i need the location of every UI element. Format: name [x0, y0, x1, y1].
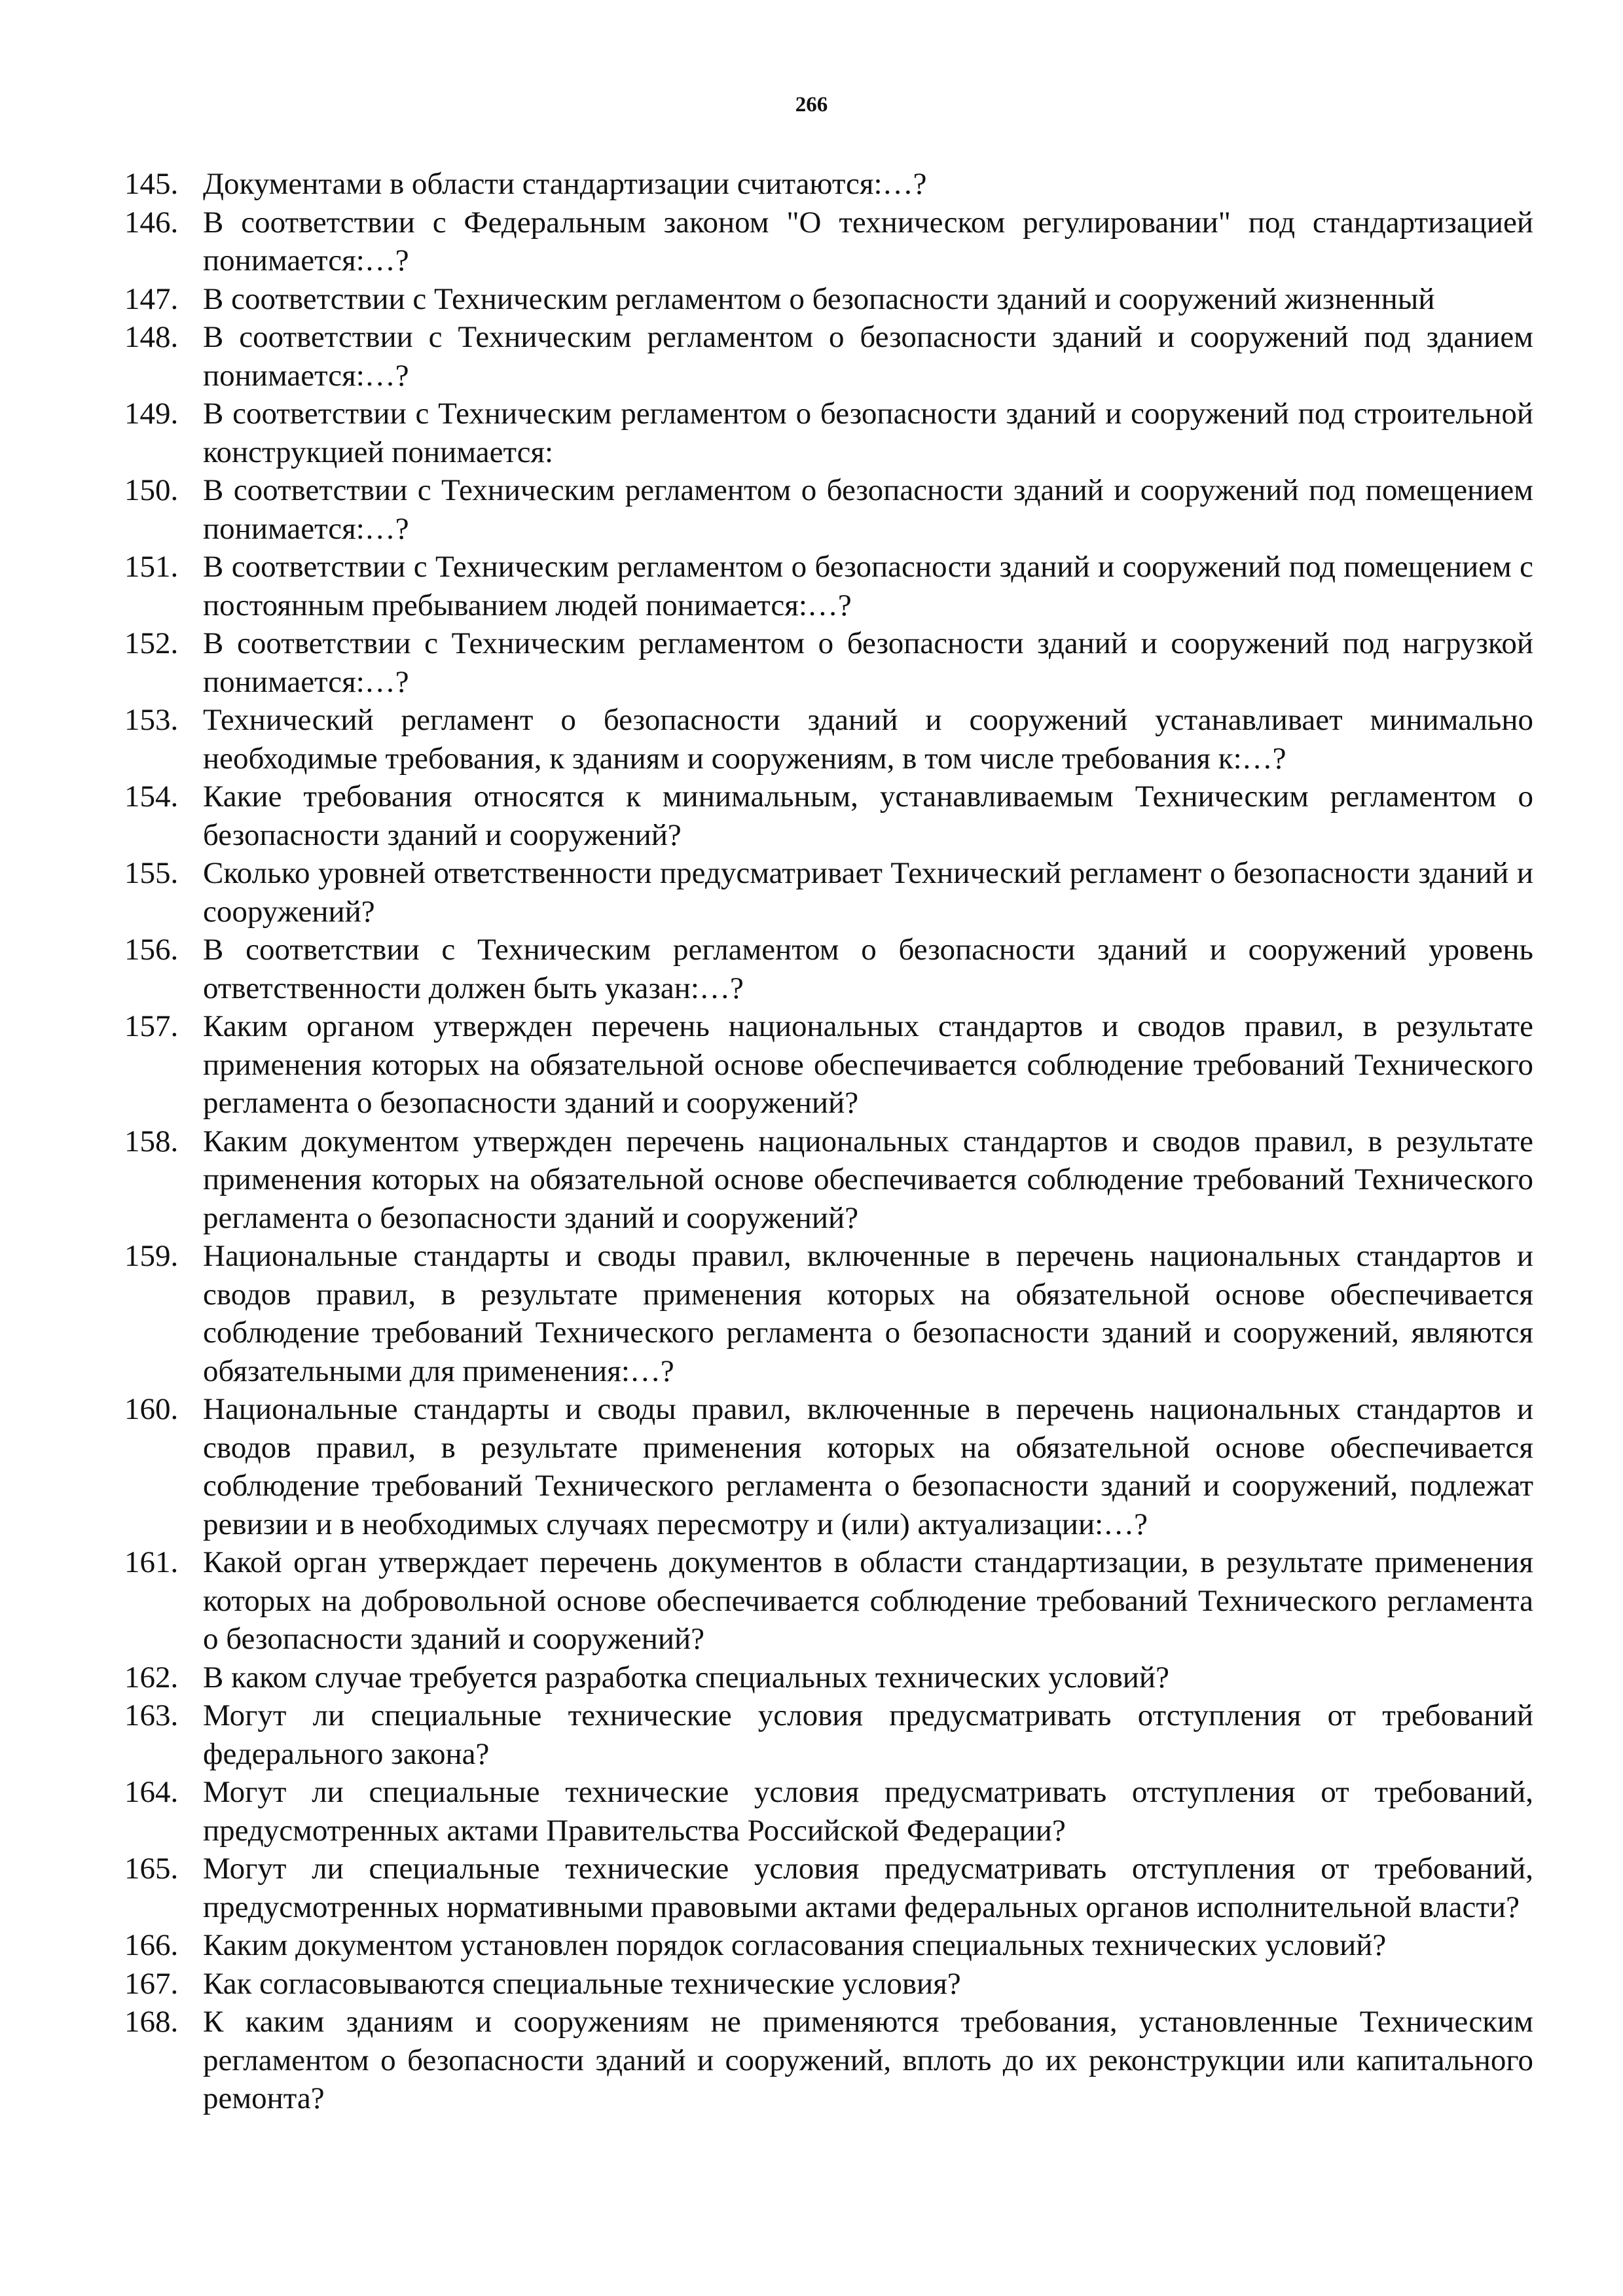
page-number: 266 — [795, 93, 828, 117]
question-item — [124, 624, 1533, 701]
question-number: 157. — [124, 1009, 179, 1043]
question-number: 168. — [124, 2005, 179, 2039]
question-text: Могут ли специальные технические условия предусматривать отступления от требований, предусмотренных нормативными правовыми актами федеральных органов исполнительной власти? — [203, 1852, 1533, 1924]
question-number: 147. — [124, 281, 179, 316]
question-text: Каким документом установлен порядок согласования специальных технических условий? — [203, 1928, 1387, 1962]
question-text: Национальные стандарты и своды правил, включенные в перечень национальных стандартов и сводов правил, в результате применения которых на обязательной основе обеспечивается соблюдение требований Технического регламента о безопасности зданий и сооружений, являются обязательными для применения:…? — [203, 1239, 1533, 1388]
question-text: Какой орган утверждает перечень документов в области стандартизации, в результате применения которых на добровольной основе обеспечивается соблюдение требований Технического регламента о безопасности зданий и сооружений? — [203, 1545, 1533, 1656]
question-number: 152. — [124, 626, 179, 660]
question-item — [124, 701, 1533, 778]
question-list — [124, 165, 1533, 2118]
question-text: Могут ли специальные технические условия предусматривать отступления от требований федерального закона? — [203, 1698, 1533, 1771]
question-item — [124, 2003, 1533, 2118]
question-number: 156. — [124, 933, 179, 967]
question-item — [124, 1122, 1533, 1238]
question-number: 145. — [124, 167, 179, 201]
question-number: 158. — [124, 1124, 179, 1158]
question-item — [124, 318, 1533, 395]
question-text: Каким документом утвержден перечень национальных стандартов и сводов правил, в результате применения которых на обязательной основе обеспечивается соблюдение требований Технического регламента о безопасности зданий и сооружений? — [203, 1124, 1533, 1235]
question-text: Могут ли специальные технические условия предусматривать отступления от требований, предусмотренных актами Правительства Российской Федерации? — [203, 1775, 1533, 1848]
question-item — [124, 1659, 1533, 1697]
question-number: 155. — [124, 856, 179, 890]
question-text: В соответствии с Техническим регламентом о безопасности зданий и сооружений под строительной конструкцией понимается: — [203, 397, 1533, 469]
question-number: 161. — [124, 1545, 179, 1579]
question-text: Как согласовываются специальные технические условия? — [203, 1966, 961, 2001]
question-text: К каким зданиям и сооружениям не применяются требования, установленные Техническим регламентом о безопасности зданий и сооружений, вплоть до их реконструкции или капитального ремонта? — [203, 2005, 1533, 2115]
question-text: В соответствии с Техническим регламентом о безопасности зданий и сооружений под зданием понимается:…? — [203, 320, 1533, 393]
question-number: 148. — [124, 320, 179, 354]
question-item — [124, 165, 1533, 204]
question-text: Документами в области стандартизации считаются:…? — [203, 167, 927, 201]
question-text: В соответствии с Федеральным законом "О техническом регулировании" под стандартизацией понимается:…? — [203, 205, 1533, 278]
question-number: 164. — [124, 1775, 179, 1809]
question-item — [124, 1007, 1533, 1122]
question-item — [124, 471, 1533, 548]
question-item — [124, 548, 1533, 624]
question-text: Сколько уровней ответственности предусматривает Технический регламент о безопасности зданий и сооружений? — [203, 856, 1533, 929]
question-item — [124, 1773, 1533, 1850]
question-text: Национальные стандарты и своды правил, включенные в перечень национальных стандартов и сводов правил, в результате применения которых на обязательной основе обеспечивается соблюдение требований Технического регламента о безопасности зданий и сооружений, подлежат ревизии и в необходимых случаях пересмотру и (или) актуализации:…? — [203, 1392, 1533, 1541]
question-item — [124, 1696, 1533, 1773]
question-text: В соответствии с Техническим регламентом о безопасности зданий и сооружений под помещением понимается:…? — [203, 473, 1533, 546]
question-number: 166. — [124, 1928, 179, 1962]
question-number: 165. — [124, 1852, 179, 1886]
question-item — [124, 1965, 1533, 2003]
question-number: 154. — [124, 780, 179, 814]
question-number: 149. — [124, 397, 179, 431]
question-item — [124, 854, 1533, 931]
question-item — [124, 778, 1533, 854]
question-item — [124, 1237, 1533, 1390]
question-text: Каким органом утвержден перечень национальных стандартов и сводов правил, в результате применения которых на обязательной основе обеспечивается соблюдение требований Технического регламента о безопасности зданий и сооружений? — [203, 1009, 1533, 1120]
question-number: 150. — [124, 473, 179, 507]
question-text: Технический регламент о безопасности зданий и сооружений устанавливает минимально необходимые требования, к зданиям и сооружениям, в том числе требования к:…? — [203, 703, 1533, 776]
question-item — [124, 931, 1533, 1007]
question-number: 153. — [124, 703, 179, 737]
question-number: 167. — [124, 1966, 179, 2001]
question-number: 162. — [124, 1660, 179, 1695]
question-number: 146. — [124, 205, 179, 240]
question-text: В соответствии с Техническим регламентом о безопасности зданий и сооружений под помещением с постоянным пребыванием людей понимается:…? — [203, 550, 1533, 622]
question-item — [124, 1390, 1533, 1543]
question-item — [124, 1926, 1533, 1965]
question-item — [124, 1850, 1533, 1926]
question-text: В каком случае требуется разработка специальных технических условий? — [203, 1660, 1169, 1695]
question-text: Какие требования относятся к минимальным, устанавливаемым Техническим регламентом о безопасности зданий и сооружений? — [203, 780, 1533, 852]
question-item — [124, 280, 1533, 319]
question-text: В соответствии с Техническим регламентом о безопасности зданий и сооружений уровень ответственности должен быть указан:…? — [203, 933, 1533, 1005]
question-item — [124, 1543, 1533, 1659]
question-text: В соответствии с Техническим регламентом о безопасности зданий и сооружений под нагрузкой понимается:…? — [203, 626, 1533, 699]
question-number: 163. — [124, 1698, 179, 1732]
question-number: 160. — [124, 1392, 179, 1426]
question-item — [124, 395, 1533, 471]
question-text: В соответствии с Техническим регламентом о безопасности зданий и сооружений жизненный — [203, 281, 1435, 316]
question-number: 159. — [124, 1239, 179, 1273]
question-number: 151. — [124, 550, 179, 584]
question-item — [124, 204, 1533, 280]
